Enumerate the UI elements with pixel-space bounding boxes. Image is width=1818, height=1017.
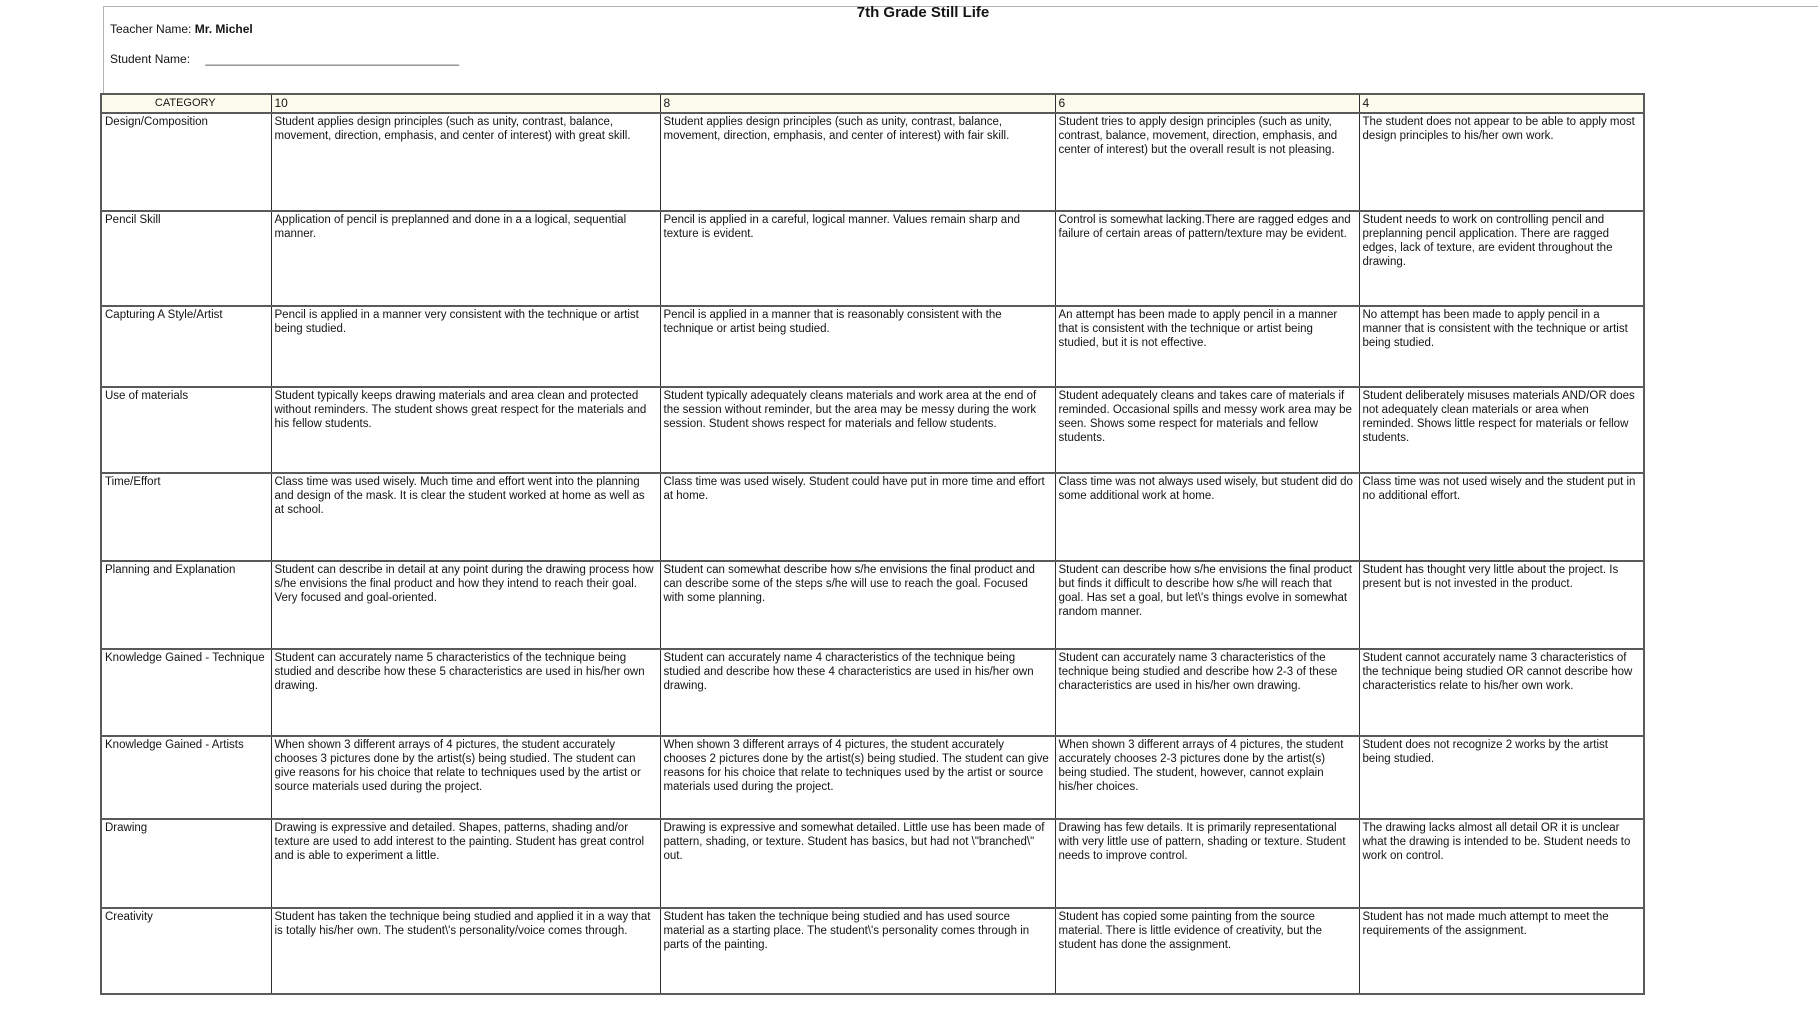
teacher-name-value: Mr. Michel	[194, 22, 253, 36]
rubric-cell: Student applies design principles (such as unity, contrast, balance, movement, direction, emphasis, and center of interest) with great skill.	[271, 113, 660, 211]
category-cell: Time/Effort	[101, 473, 271, 561]
rubric-cell: Student can accurately name 4 characteristics of the technique being studied and describe how these 4 characteristics are used in his/her own drawing.	[660, 649, 1055, 736]
category-cell: Drawing	[101, 819, 271, 908]
rubric-cell: Pencil is applied in a manner that is reasonably consistent with the technique or artist being studied.	[660, 306, 1055, 387]
table-row	[101, 306, 1644, 387]
rubric-table	[100, 93, 1645, 995]
column-header-8: 8	[660, 94, 1055, 113]
rubric-cell: Student typically keeps drawing materials and area clean and protected without reminders. The student shows great respect for the materials and his fellow students.	[271, 387, 660, 473]
rubric-cell: Student has taken the technique being studied and applied it in a way that is totally his/her own. The student\'s personality/voice comes through.	[271, 908, 660, 994]
column-header-6: 6	[1055, 94, 1359, 113]
rubric-cell: Student deliberately misuses materials AND/OR does not adequately clean materials or area when reminded. Shows little respect for materials or fellow students.	[1359, 387, 1644, 473]
rubric-cell: The drawing lacks almost all detail OR it is unclear what the drawing is intended to be. Student needs to work on control.	[1359, 819, 1644, 908]
rubric-cell: Class time was not always used wisely, but student did do some additional work at home.	[1055, 473, 1359, 561]
rubric-cell: Student can describe how s/he envisions the final product but finds it difficult to describe how s/he will reach that goal. Has set a goal, but let\'s things evolve in somewhat random manner.	[1055, 561, 1359, 649]
teacher-name-label: Teacher Name:	[110, 22, 192, 36]
rubric-cell: The student does not appear to be able to apply most design principles to his/her own work.	[1359, 113, 1644, 211]
table-row	[101, 908, 1644, 994]
table-row	[101, 473, 1644, 561]
rubric-cell: Student can accurately name 5 characteristics of the technique being studied and describe how these 5 characteristics are used in his/her own drawing.	[271, 649, 660, 736]
rubric-cell: Drawing is expressive and somewhat detailed. Little use has been made of pattern, shading, or texture. Student has basics, but had not \"branched\" out.	[660, 819, 1055, 908]
rubric-cell: Control is somewhat lacking.There are ragged edges and failure of certain areas of pattern/texture may be evident.	[1055, 211, 1359, 306]
rubric-cell: When shown 3 different arrays of 4 pictures, the student accurately chooses 3 pictures done by the artist(s) being studied. The student can give reasons for his choice that relate to techniques used by the artist or source materials used during the project.	[271, 736, 660, 819]
rubric-cell: Student typically adequately cleans materials and work area at the end of the session without reminder, but the area may be messy during the work session. Student shows respect for materials and fellow students.	[660, 387, 1055, 473]
page-title: 7th Grade Still Life	[856, 4, 990, 21]
category-cell: Planning and Explanation	[101, 561, 271, 649]
rubric-cell: Student can somewhat describe how s/he envisions the final product and can describe some of the steps s/he will use to reach the goal. Focused with some planning.	[660, 561, 1055, 649]
rubric-cell: When shown 3 different arrays of 4 pictures, the student accurately chooses 2 pictures done by the artist(s) being studied. The student can give reasons for his choice that relate to techniques used by the artist or source materials used during the project.	[660, 736, 1055, 819]
table-row	[101, 387, 1644, 473]
rubric-cell: No attempt has been made to apply pencil in a manner that is consistent with the technique or artist being studied.	[1359, 306, 1644, 387]
category-cell: Knowledge Gained - Technique	[101, 649, 271, 736]
category-cell: Design/Composition	[101, 113, 271, 211]
rubric-cell: Student needs to work on controlling pencil and preplanning pencil application. There are ragged edges, lack of texture, are evident throughout the drawing.	[1359, 211, 1644, 306]
rubric-cell: Student has copied some painting from the source material. There is little evidence of creativity, but the student has done the assignment.	[1055, 908, 1359, 994]
rubric-cell: Student does not recognize 2 works by the artist being studied.	[1359, 736, 1644, 819]
table-row	[101, 736, 1644, 819]
rubric-cell: Student can describe in detail at any point during the drawing process how s/he envisions the final product and how they intend to reach their goal. Very focused and goal-oriented.	[271, 561, 660, 649]
rubric-cell: Student can accurately name 3 characteristics of the technique being studied and describe how 2-3 of these characteristics are used in his/her own drawing.	[1055, 649, 1359, 736]
rubric-cell: Drawing has few details. It is primarily representational with very little use of pattern, shading or texture. Student needs to improve control.	[1055, 819, 1359, 908]
rubric-cell: Class time was used wisely. Student could have put in more time and effort at home.	[660, 473, 1055, 561]
rubric-cell: Class time was used wisely. Much time and effort went into the planning and design of the mask. It is clear the student worked at home as well as at school.	[271, 473, 660, 561]
table-row	[101, 649, 1644, 736]
rubric-cell: Drawing is expressive and detailed. Shapes, patterns, shading and/or texture are used to add interest to the painting. Student has great control and is able to experiment a little.	[271, 819, 660, 908]
rubric-cell: Application of pencil is preplanned and done in a a logical, sequential manner.	[271, 211, 660, 306]
student-name-blank-line: ______________________________________	[205, 52, 459, 66]
table-row	[101, 561, 1644, 649]
table-row	[101, 211, 1644, 306]
category-cell: Knowledge Gained - Artists	[101, 736, 271, 819]
rubric-cell: Student adequately cleans and takes care of materials if reminded. Occasional spills and messy work area may be seen. Shows some respect for materials and fellow students.	[1055, 387, 1359, 473]
column-header-4: 4	[1359, 94, 1644, 113]
teacher-name-row	[110, 22, 253, 36]
rubric-cell: Student tries to apply design principles (such as unity, contrast, balance, movement, direction, emphasis, and center of interest) but the overall result is not pleasing.	[1055, 113, 1359, 211]
rubric-cell: When shown 3 different arrays of 4 pictures, the student accurately chooses 2-3 pictures done by the artist(s) being studied. The student, however, cannot explain his/her choices.	[1055, 736, 1359, 819]
student-name-label: Student Name:	[110, 52, 191, 66]
rubric-cell: Class time was not used wisely and the student put in no additional effort.	[1359, 473, 1644, 561]
category-cell: Use of materials	[101, 387, 271, 473]
rubric-cell: Pencil is applied in a manner very consistent with the technique or artist being studied.	[271, 306, 660, 387]
rubric-cell: Student applies design principles (such as unity, contrast, balance, movement, direction, emphasis, and center of interest) with fair skill.	[660, 113, 1055, 211]
category-cell: Pencil Skill	[101, 211, 271, 306]
category-cell: Capturing A Style/Artist	[101, 306, 271, 387]
column-header-category: CATEGORY	[101, 94, 271, 113]
rubric-cell: Student cannot accurately name 3 characteristics of the technique being studied OR cannot describe how characteristics relate to his/her own work.	[1359, 649, 1644, 736]
table-row	[101, 113, 1644, 211]
rubric-cell: Student has thought very little about the project. Is present but is not invested in the product.	[1359, 561, 1644, 649]
rubric-cell: An attempt has been made to apply pencil in a manner that is consistent with the technique or artist being studied, but it is not effective.	[1055, 306, 1359, 387]
rubric-cell: Pencil is applied in a careful, logical manner. Values remain sharp and texture is evident.	[660, 211, 1055, 306]
rubric-cell: Student has not made much attempt to meet the requirements of the assignment.	[1359, 908, 1644, 994]
student-name-row	[110, 52, 459, 66]
column-header-10: 10	[271, 94, 660, 113]
category-cell: Creativity	[101, 908, 271, 994]
rubric-cell: Student has taken the technique being studied and has used source material as a starting place. The student\'s personality comes through in parts of the painting.	[660, 908, 1055, 994]
header-row	[101, 94, 1644, 113]
table-row	[101, 819, 1644, 908]
